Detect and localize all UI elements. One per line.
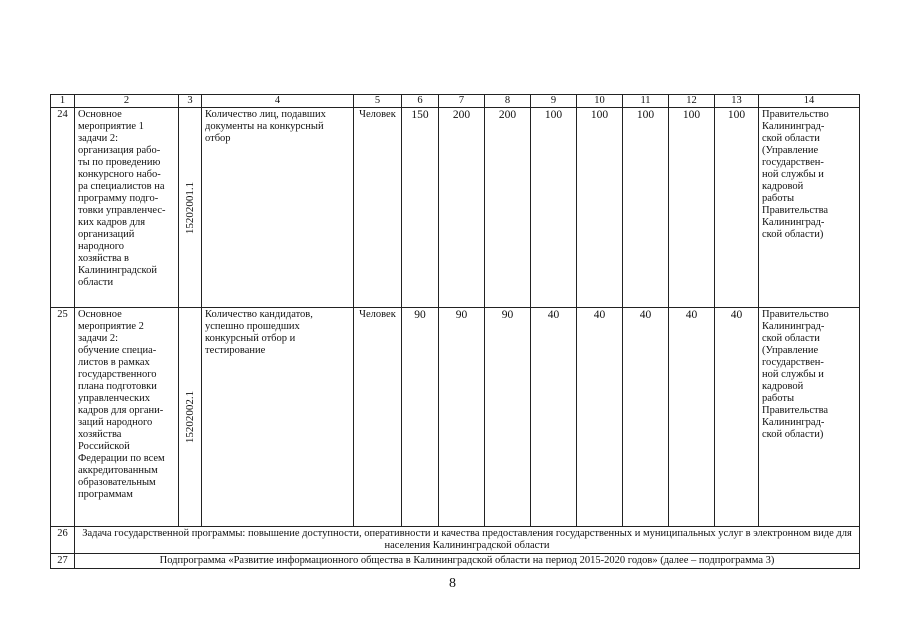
event-code: 15202001.1 — [184, 181, 196, 234]
value-cell: 100 — [715, 108, 759, 308]
col-header: 11 — [623, 95, 669, 108]
value-cell: 40 — [715, 308, 759, 527]
row-number: 26 — [51, 527, 75, 554]
code-cell — [179, 308, 202, 527]
task-text: Задача государственной программы: повышение доступности, оперативности и качества предоставления государственных и муниципальных услуг в электронном виде для населения Калининградской области — [75, 527, 860, 554]
table-row-subprogram — [51, 554, 860, 569]
value-cell: 40 — [669, 308, 715, 527]
col-header: 3 — [179, 95, 202, 108]
table-row-task — [51, 527, 860, 554]
header-row — [51, 95, 860, 108]
unit-cell: Человек — [354, 308, 402, 527]
responsible-cell: Правительство Калининград- ской области (Управление государствен- ной службы и кадровой работы Правительства Калининград- ской области) — [759, 308, 860, 527]
col-header: 1 — [51, 95, 75, 108]
event-cell: Основное мероприятие 1 задачи 2: организация рабо- ты по проведению конкурсного набо- ра специалистов на программу подго- товки управленчес- ких кадров для организаций народного хозяйства в Калининградской области — [75, 108, 179, 308]
subprogram-text: Подпрограмма «Развитие информационного общества в Калининградской области на период 2015-2020 годов» (далее – подпрограмма 3) — [75, 554, 860, 569]
indicator-cell: Количество лиц, подавших документы на конкурсный отбор — [202, 108, 354, 308]
value-cell: 40 — [623, 308, 669, 527]
col-header: 2 — [75, 95, 179, 108]
col-header: 6 — [402, 95, 439, 108]
event-cell: Основное мероприятие 2 задачи 2: обучение специа- листов в рамках государственного плана подготовки управленческих кадров для органи- заций народного хозяйства Российской Федерации по всем аккредитованным образовательным программам — [75, 308, 179, 527]
value-cell: 100 — [531, 108, 577, 308]
col-header: 7 — [439, 95, 485, 108]
page-number: 8 — [449, 576, 456, 591]
value-cell: 150 — [402, 108, 439, 308]
row-number: 24 — [51, 108, 75, 308]
col-header: 12 — [669, 95, 715, 108]
value-cell: 90 — [485, 308, 531, 527]
row-number: 25 — [51, 308, 75, 527]
unit-cell: Человек — [354, 108, 402, 308]
value-cell: 200 — [439, 108, 485, 308]
col-header: 8 — [485, 95, 531, 108]
value-cell: 90 — [439, 308, 485, 527]
value-cell: 90 — [402, 308, 439, 527]
responsible-cell: Правительство Калининград- ской области (Управление государствен- ной службы и кадровой работы Правительства Калининград- ской области) — [759, 108, 860, 308]
value-cell: 40 — [577, 308, 623, 527]
col-header: 14 — [759, 95, 860, 108]
indicator-cell: Количество кандидатов, успешно прошедших конкурсный отбор и тестирование — [202, 308, 354, 527]
col-header: 5 — [354, 95, 402, 108]
event-code: 15202002.1 — [184, 390, 196, 444]
value-cell: 40 — [531, 308, 577, 527]
table-row — [51, 308, 860, 527]
code-cell — [179, 108, 202, 308]
col-header: 9 — [531, 95, 577, 108]
value-cell: 100 — [623, 108, 669, 308]
table-row — [51, 108, 860, 308]
col-header: 13 — [715, 95, 759, 108]
program-table — [50, 94, 860, 569]
value-cell: 100 — [577, 108, 623, 308]
value-cell: 200 — [485, 108, 531, 308]
value-cell: 100 — [669, 108, 715, 308]
row-number: 27 — [51, 554, 75, 569]
col-header: 4 — [202, 95, 354, 108]
col-header: 10 — [577, 95, 623, 108]
